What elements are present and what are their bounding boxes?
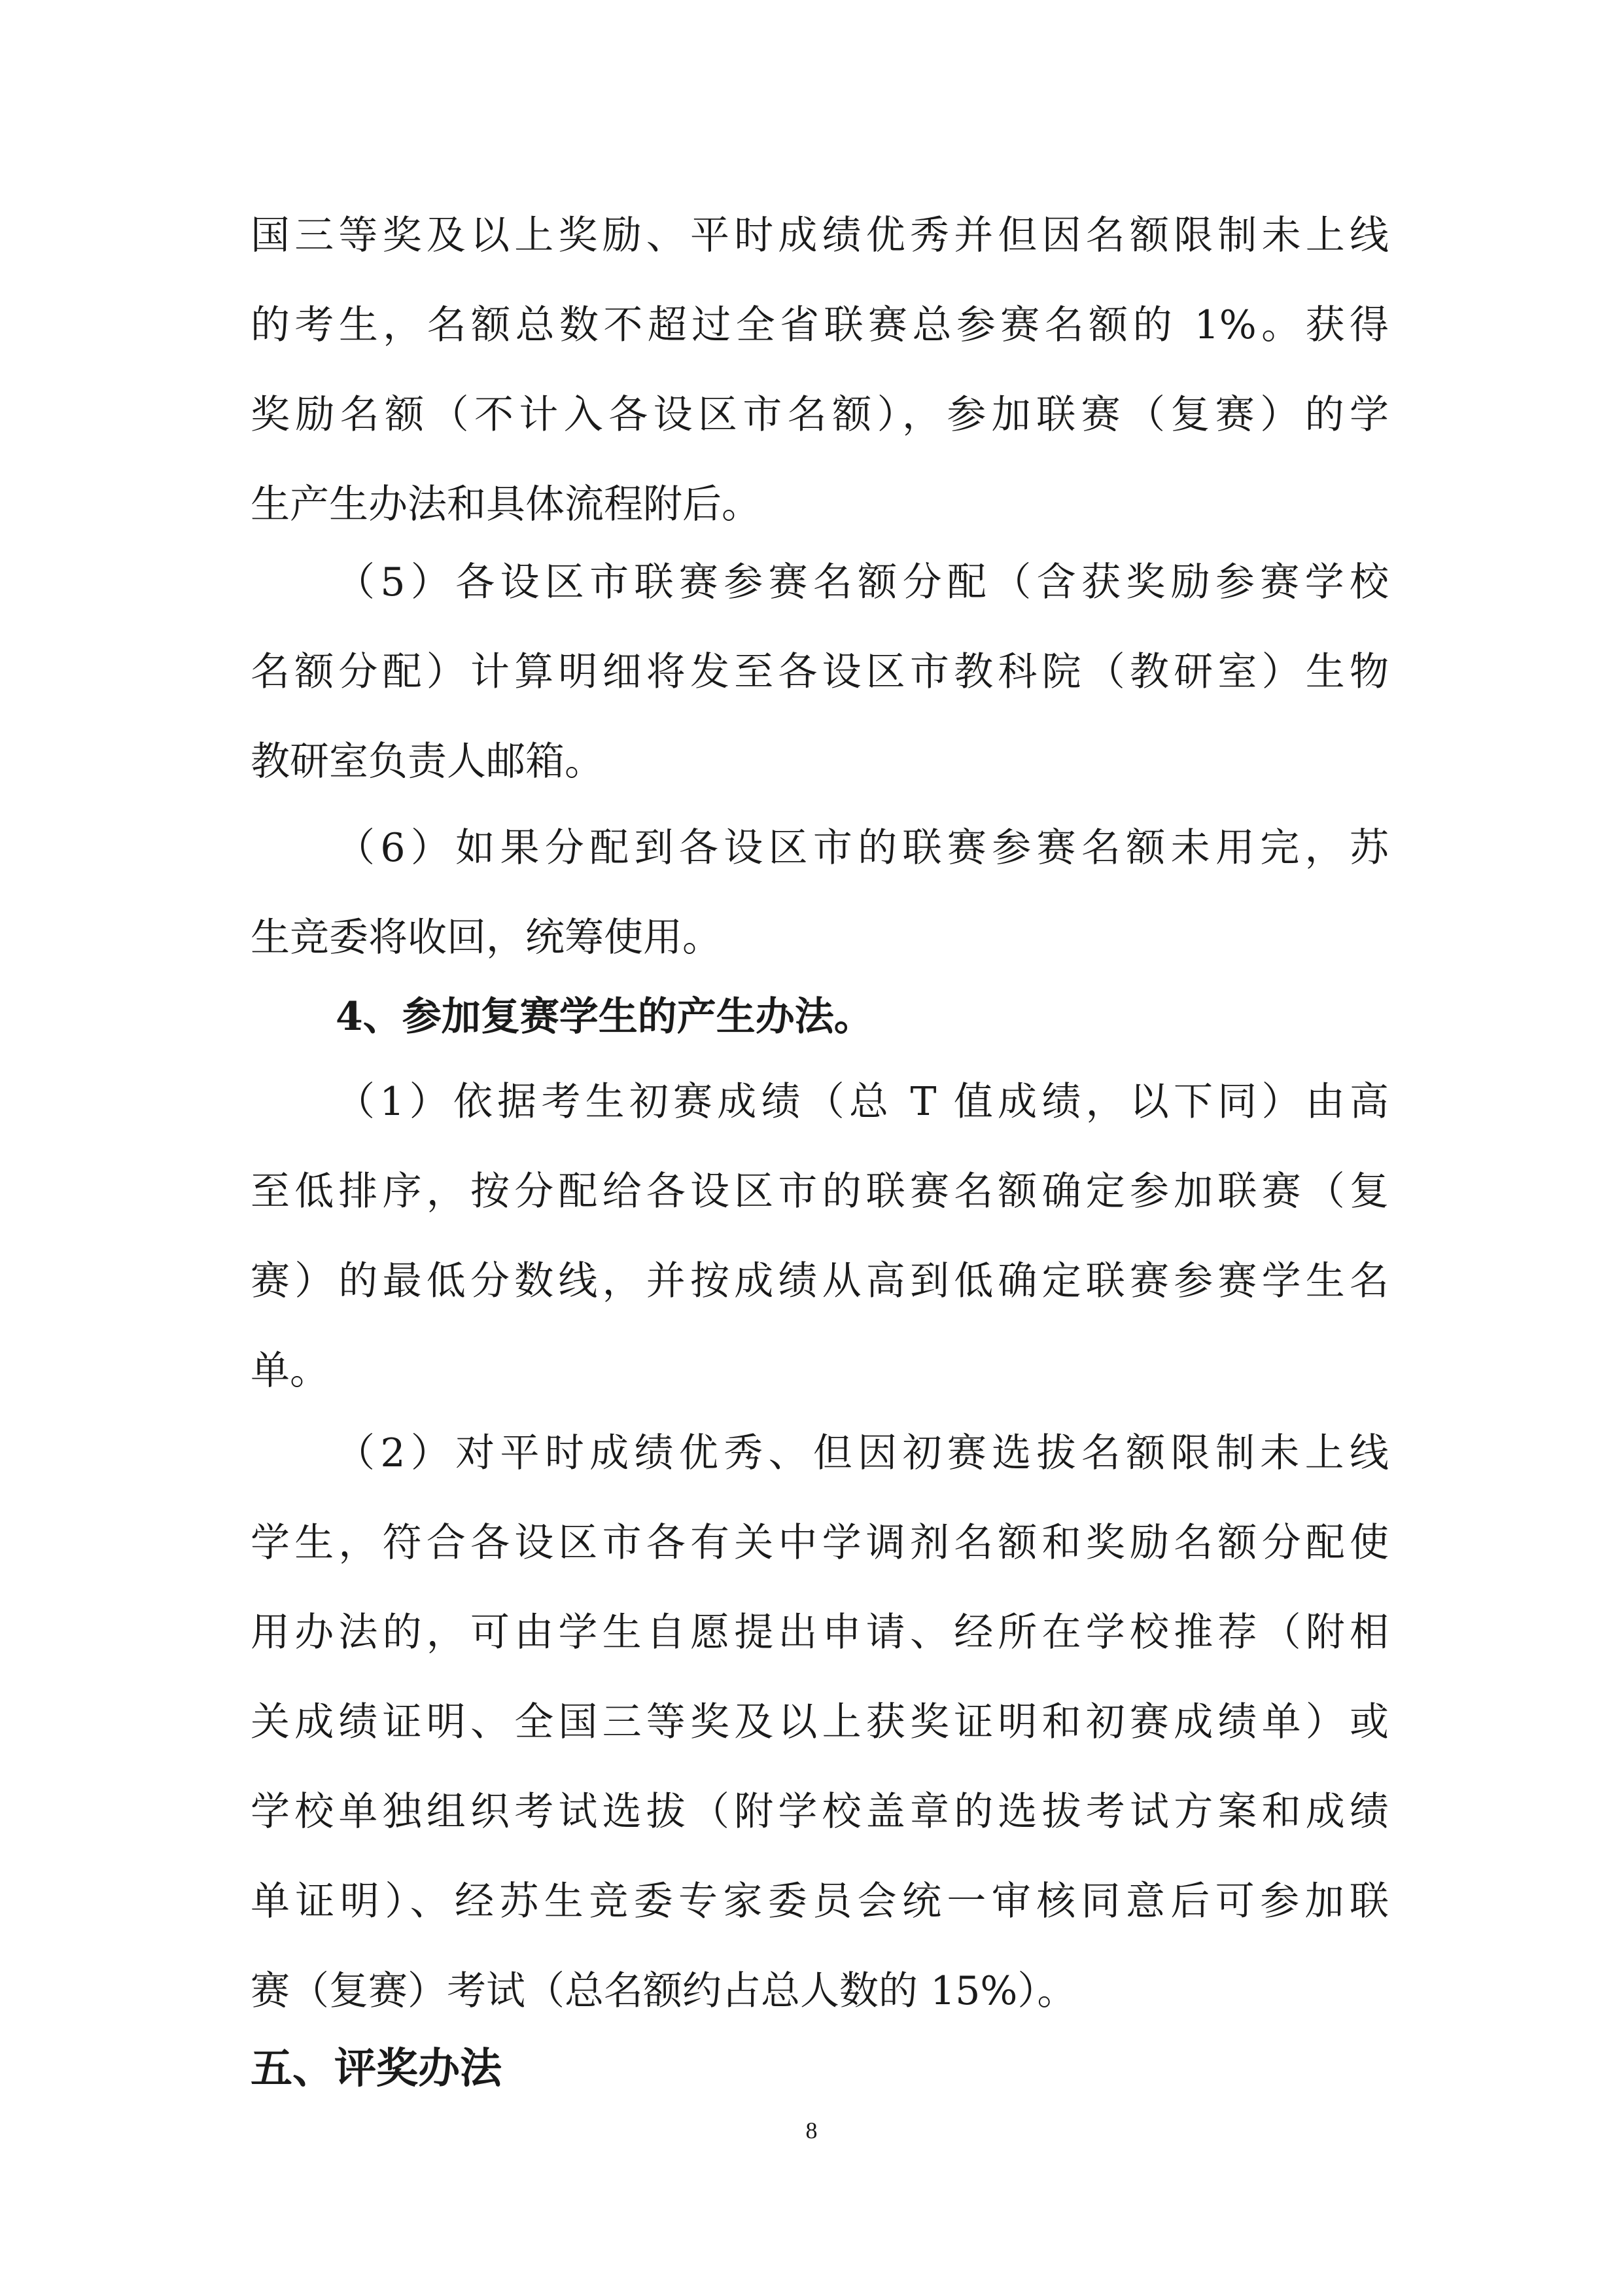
paragraph-line: 赛（复赛）考试（总名额约占总人数的 15%）。 [251, 1968, 1077, 2014]
paragraph-line: （1）依据考生初赛成绩（总 T 值成绩，以下同）由高 [336, 1079, 1389, 1125]
section-heading: 五、评奖办法 [251, 2044, 502, 2093]
paragraph-line: 赛）的最低分数线，并按成绩从高到低确定联赛参赛学生名 [251, 1258, 1389, 1304]
paragraph-line: 名额分配）计算明细将发至各设区市教科院（教研室）生物 [251, 649, 1389, 695]
paragraph-line: （2）对平时成绩优秀、但因初赛选拔名额限制未上线 [336, 1430, 1389, 1476]
paragraph-line: 学校单独组织考试选拔（附学校盖章的选拔考试方案和成绩 [251, 1789, 1389, 1835]
paragraph-line: 至低排序，按分配给各设区市的联赛名额确定参加联赛（复 [251, 1169, 1389, 1214]
subsection-heading: 4、参加复赛学生的产生办法。 [336, 994, 873, 1040]
paragraph-line: 的考生，名额总数不超过全省联赛总参赛名额的 1%。获得 [251, 302, 1389, 348]
paragraph-line: 奖励名额（不计入各设区市名额），参加联赛（复赛）的学 [251, 392, 1389, 438]
paragraph-line: 生竞委将收回，统筹使用。 [251, 915, 722, 961]
paragraph-line: 生产生办法和具体流程附后。 [251, 482, 761, 527]
paragraph-line: （5）各设区市联赛参赛名额分配（含获奖励参赛学校 [336, 559, 1389, 605]
paragraph-line: 单。 [251, 1348, 329, 1394]
page-number: 8 [805, 2117, 818, 2144]
paragraph-line: 单证明）、经苏生竞委专家委员会统一审核同意后可参加联 [251, 1879, 1389, 1924]
paragraph-line: 用办法的，可由学生自愿提出申请、经所在学校推荐（附相 [251, 1610, 1389, 1655]
paragraph-line: （6）如果分配到各设区市的联赛参赛名额未用完，苏 [336, 825, 1389, 871]
paragraph-line: 教研室负责人邮箱。 [251, 739, 604, 785]
paragraph-line: 关成绩证明、全国三等奖及以上获奖证明和初赛成绩单）或 [251, 1699, 1389, 1745]
paragraph-line: 国三等奖及以上奖励、平时成绩优秀并但因名额限制未上线 [251, 213, 1389, 258]
paragraph-line: 学生，符合各设区市各有关中学调剂名额和奖励名额分配使 [251, 1520, 1389, 1566]
